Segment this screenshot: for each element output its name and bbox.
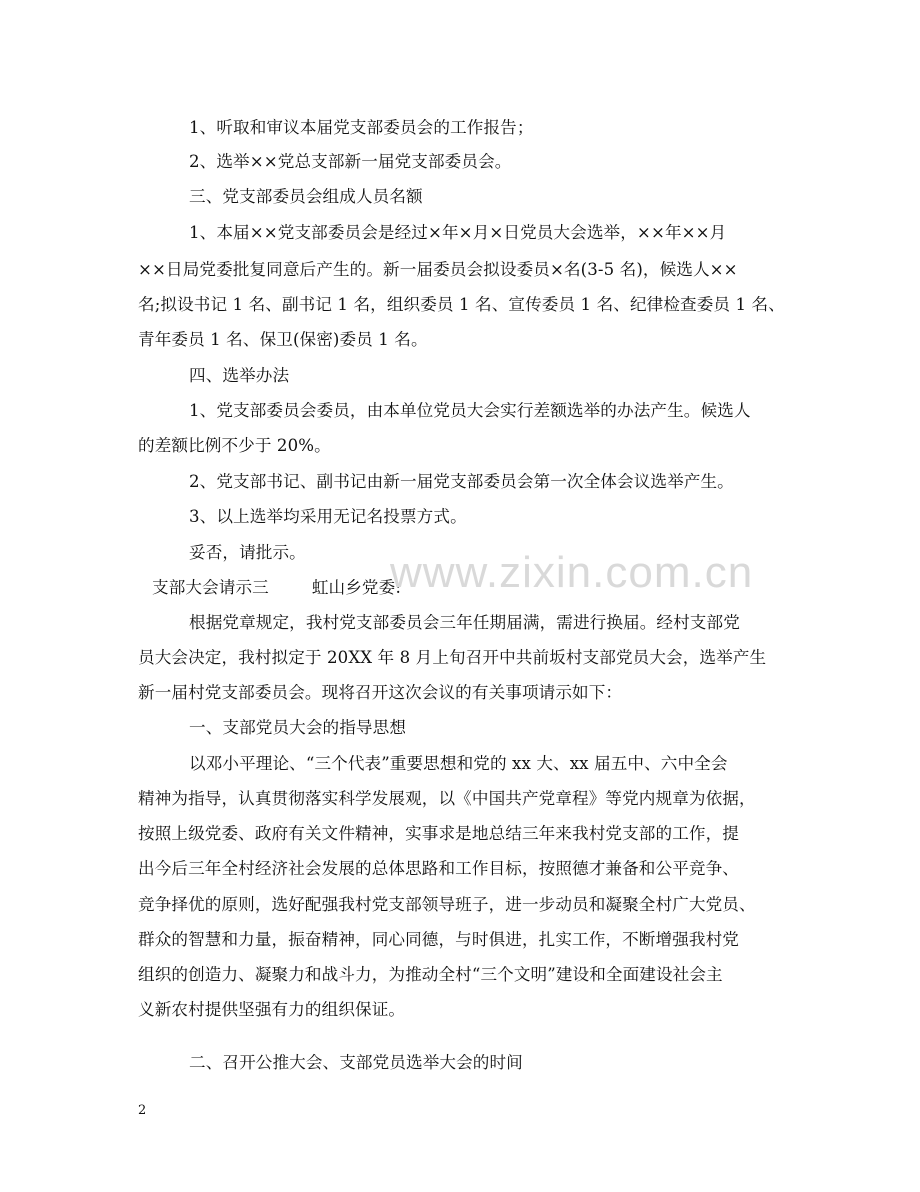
paragraph-line: 根据党章规定，我村党支部委员会三年任期届满，需进行换届。经村支部党 [189, 613, 740, 632]
paragraph-line: 妥否，请批示。 [189, 543, 306, 562]
paragraph-line: 支部大会请示三 虹山乡党委: [152, 578, 402, 597]
paragraph-line: 组织的创造力、凝聚力和战斗力，为推动全村“三个文明”建设和全面建设社会主 [138, 965, 723, 984]
paragraph-line: 以邓小平理论、“三个代表”重要思想和党的 xx 大、xx 届五中、六中全会 [189, 754, 728, 773]
paragraph-line: 名;拟设书记 1 名、副书记 1 名，组织委员 1 名、宣传委员 1 名、纪律检查委员 1 名、 [138, 295, 785, 314]
paragraph-line: 出今后三年全村经济社会发展的总体思路和工作目标，按照德才兼备和公平竞争、 [138, 859, 739, 878]
paragraph-line: 竞争择优的原则，选好配强我村党支部领导班子，进一步动员和凝聚全村广大党员、 [138, 895, 756, 914]
paragraph-line: 群众的智慧和力量，振奋精神，同心同德，与时俱进，扎实工作，不断增强我村党 [138, 930, 739, 949]
paragraph-line: 1、党支部委员会委员，由本单位党员大会实行差额选举的办法产生。候选人 [189, 401, 751, 420]
paragraph-line: 3、以上选举均采用无记名投票方式。 [189, 507, 467, 526]
paragraph-line: 员大会决定，我村拟定于 20XX 年 8 月上旬召开中共前坂村支部党员大会，选举产生 [138, 648, 767, 667]
section-heading: 四、选举办法 [189, 366, 290, 385]
paragraph-line: 新一届村党支部委员会。现将召开这次会议的有关事项请示如下： [138, 683, 623, 702]
watermark: www.zixin.com.cn [390, 548, 754, 597]
section-heading: 三、党支部委员会组成人员名额 [189, 187, 423, 206]
section-heading: 二、召开公推大会、支部党员选举大会的时间 [189, 1053, 523, 1072]
paragraph-line: 的差额比例不少于 20%。 [138, 436, 331, 455]
paragraph-line: 1、听取和审议本届党支部委员会的工作报告； [189, 118, 534, 137]
paragraph-line: 按照上级党委、政府有关文件精神，实事求是地总结三年来我村党支部的工作，提 [138, 824, 739, 843]
paragraph-line: 2、党支部书记、副书记由新一届党支部委员会第一次全体会议选举产生。 [189, 472, 734, 491]
page-number: 2 [138, 1103, 147, 1118]
paragraph-line: 义新农村提供坚强有力的组织保证。 [138, 1000, 406, 1019]
section-heading: 一、支部党员大会的指导思想 [189, 718, 407, 737]
paragraph-line: 精神为指导，认真贯彻落实科学发展观，以《中国共产党章程》等党内规章为依据， [138, 789, 756, 808]
paragraph-line: ××日局党委批复同意后产生的。新一届委员会拟设委员×名(3-5 名)，候选人×× [138, 260, 738, 279]
paragraph-line: 青年委员 1 名、保卫(保密)委员 1 名。 [138, 330, 428, 349]
paragraph-line: 2、选举××党总支部新一届党支部委员会。 [189, 152, 512, 171]
paragraph-line: 1、本届××党支部委员会是经过×年×月×日党员大会选举，××年××月 [189, 223, 727, 242]
